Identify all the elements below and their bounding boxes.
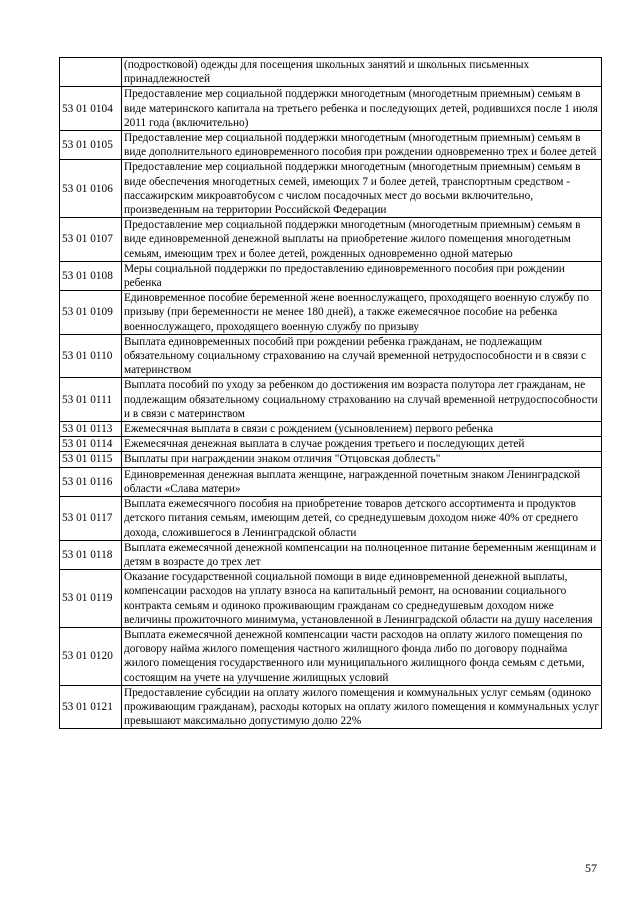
row-description: Меры социальной поддержки по предоставлению единовременного пособия при рождении ребенка (122, 261, 602, 290)
row-code: 53 01 0104 (60, 87, 122, 131)
row-description: (подростковой) одежды для посещения школьных занятий и школьных письменных принадлежностей (122, 58, 602, 87)
row-code: 53 01 0119 (60, 570, 122, 628)
row-code: 53 01 0114 (60, 437, 122, 452)
row-code (60, 58, 122, 87)
row-description: Предоставление мер социальной поддержки многодетным (многодетным приемным) семьям в виде материнского капитала на третьего ребенка и последующих детей, родившихся после 1 июля 2011 года (включительно) (122, 87, 602, 131)
document-page (59, 57, 602, 729)
row-code: 53 01 0115 (60, 452, 122, 467)
row-description: Единовременная денежная выплата женщине, награжденной почетным знаком Ленинградской области «Слава матери» (122, 467, 602, 496)
row-code: 53 01 0107 (60, 218, 122, 262)
table-row (60, 627, 602, 685)
row-code: 53 01 0121 (60, 685, 122, 729)
row-code: 53 01 0118 (60, 540, 122, 569)
row-description: Предоставление мер социальной поддержки многодетным (многодетным приемным) семьям в виде единовременной денежной выплаты на приобретение жилого помещения многодетным семьям, имеющим трех и более детей, рожденных одновременно одной матерью (122, 218, 602, 262)
row-description: Выплата ежемесячной денежной компенсации на полноценное питание беременным женщинам и детям в возрасте до трех лет (122, 540, 602, 569)
row-description: Ежемесячная денежная выплата в случае рождения третьего и последующих детей (122, 437, 602, 452)
table-row (60, 437, 602, 452)
page-number: 57 (585, 861, 597, 875)
table-row (60, 422, 602, 437)
row-description: Предоставление субсидии на оплату жилого помещения и коммунальных услуг семьям (одиноко проживающим гражданам), расходы которых на оплату жилого помещения и коммунальных услуг превышают максимально допустимую долю 22% (122, 685, 602, 729)
row-code: 53 01 0117 (60, 497, 122, 541)
row-code: 53 01 0116 (60, 467, 122, 496)
row-description: Предоставление мер социальной поддержки многодетным (многодетным приемным) семьям в виде обеспечения многодетных семей, имеющих 7 и более детей, транспортным средством - пассажирским микроавтобусом с числом посадочных мест до восьми включительно, произведенным на территории Российской Федерации (122, 160, 602, 218)
row-description: Выплата ежемесячной денежной компенсации части расходов на оплату жилого помещения по договору найма жилого помещения частного жилищного фонда либо по договору поднайма жилого помещения государственного или муниципального жилищного фонда семьям с детьми, состоящим на учете на улучшение жилищных условий (122, 627, 602, 685)
row-code: 53 01 0106 (60, 160, 122, 218)
row-description: Ежемесячная выплата в связи с рождением (усыновлением) первого ребенка (122, 422, 602, 437)
row-description: Выплата ежемесячного пособия на приобретение товаров детского ассортимента и продуктов детского питания семьям, имеющим детей, со среднедушевым доходом ниже 40% от среднего дохода, сложившегося в Ленинградской области (122, 497, 602, 541)
table-row (60, 58, 602, 87)
table-row (60, 467, 602, 496)
table-row (60, 160, 602, 218)
row-code: 53 01 0105 (60, 131, 122, 160)
table-row (60, 540, 602, 569)
table-row (60, 87, 602, 131)
table-row (60, 452, 602, 467)
row-description: Выплата пособий по уходу за ребенком до достижения им возраста полутора лет гражданам, не подлежащим обязательному социальному страхованию на случай временной нетрудоспособности и в связи с материнством (122, 378, 602, 422)
row-description: Единовременное пособие беременной жене военнослужащего, проходящего военную службу по призыву (при беременности не менее 180 дней), а также ежемесячное пособие на ребенка военнослужащего, проходящего военную службу по призыву (122, 291, 602, 335)
row-description: Предоставление мер социальной поддержки многодетным (многодетным приемным) семьям в виде дополнительного единовременного пособия при рождении одновременно трех и более детей (122, 131, 602, 160)
row-description: Оказание государственной социальной помощи в виде единовременной денежной выплаты, компенсации расходов на уплату взноса на капитальный ремонт, на основании социального контракта семьям и одиноко проживающим гражданам со среднедушевым доходом ниже величины прожиточного минимума, установленной в Ленинградской области на душу населения (122, 570, 602, 628)
table-row (60, 685, 602, 729)
table-row (60, 570, 602, 628)
table-row (60, 334, 602, 378)
row-code: 53 01 0108 (60, 261, 122, 290)
row-code: 53 01 0111 (60, 378, 122, 422)
table-row (60, 261, 602, 290)
row-code: 53 01 0120 (60, 627, 122, 685)
row-description: Выплата единовременных пособий при рождении ребенка гражданам, не подлежащим обязательному социальному страхованию на случай временной нетрудоспособности и в связи с материнством (122, 334, 602, 378)
row-code: 53 01 0113 (60, 422, 122, 437)
table-row (60, 291, 602, 335)
row-code: 53 01 0109 (60, 291, 122, 335)
budget-codes-table (59, 57, 602, 729)
row-code: 53 01 0110 (60, 334, 122, 378)
row-description: Выплаты при награждении знаком отличия "Отцовская доблесть" (122, 452, 602, 467)
table-row (60, 131, 602, 160)
table-row (60, 218, 602, 262)
table-row (60, 497, 602, 541)
table-row (60, 378, 602, 422)
